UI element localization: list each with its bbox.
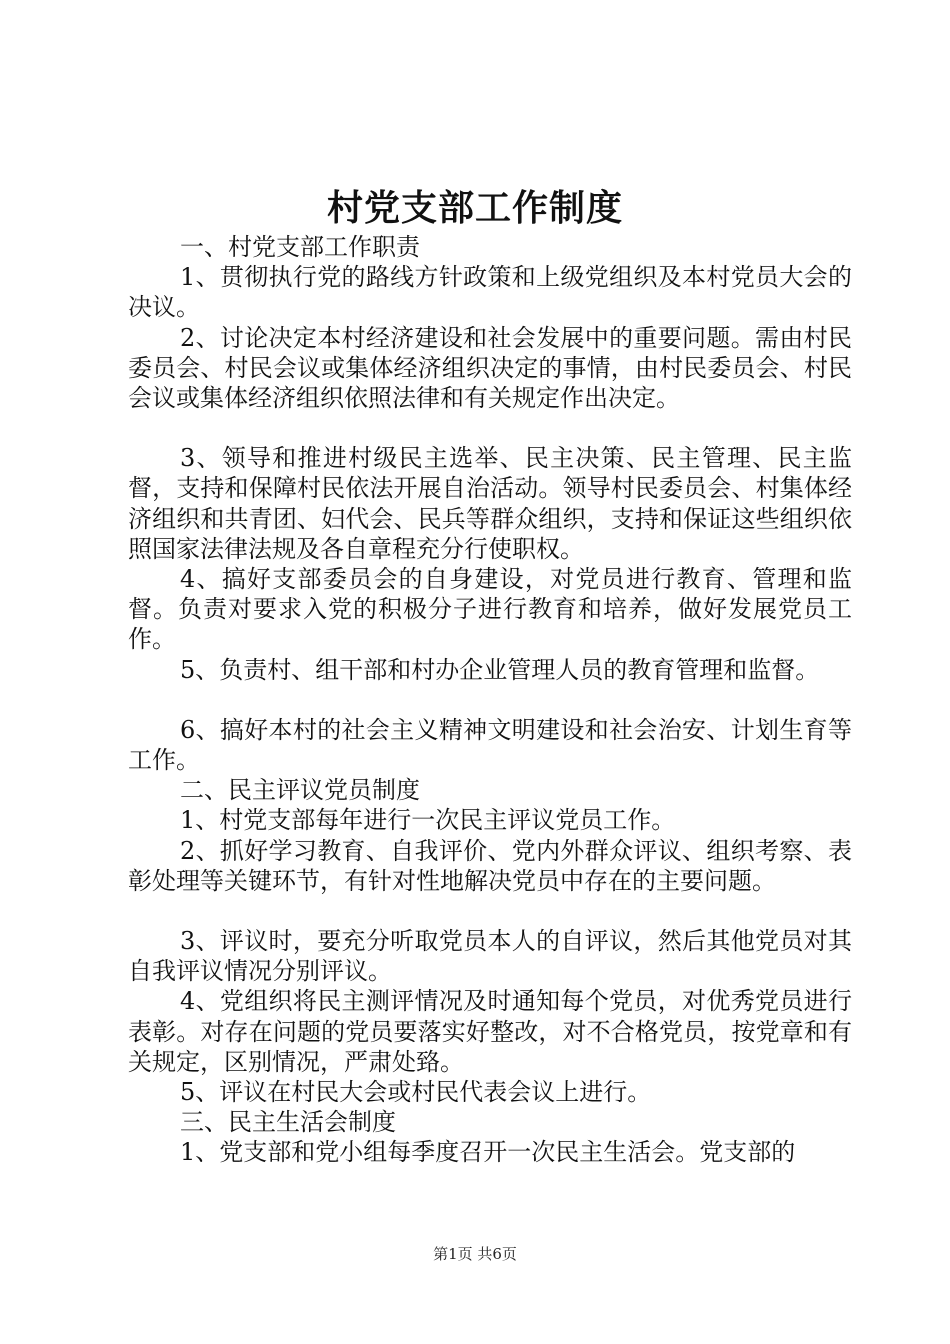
- paragraph-duty-6: 6、搞好本村的社会主义精神文明建设和社会治安、计划生育等工作。: [128, 715, 852, 775]
- paragraph-duty-4: 4、搞好支部委员会的自身建设，对党员进行教育、管理和监督。负责对要求入党的积极分子进行教育和培养，做好发展党员工作。: [128, 565, 852, 654]
- section-heading-2: 二、民主评议党员制度: [180, 776, 420, 805]
- paragraph-gap: [128, 685, 852, 715]
- paragraph-review-1: 1、村党支部每年进行一次民主评议党员工作。: [180, 806, 676, 835]
- paragraph-review-5: 5、评议在村民大会或村民代表会议上进行。: [180, 1078, 652, 1107]
- paragraph-duty-5: 5、负责村、组干部和村办企业管理人员的教育管理和监督。: [180, 655, 820, 684]
- paragraph-gap: [128, 896, 852, 926]
- document-body: [128, 232, 852, 1168]
- paragraph-duty-2: 2、讨论决定本村经济建设和社会发展中的重要问题。需由村民委员会、村民会议或集体经济组织决定的事情，由村民委员会、村民会议或集体经济组织依照法律和有关规定作出决定。: [128, 323, 852, 413]
- page-number-footer: 第1页 共6页: [433, 1245, 517, 1263]
- paragraph-review-3: 3、评议时，要充分听取党员本人的自评议，然后其他党员对其自我评议情况分别评议。: [128, 927, 852, 986]
- section-heading-3: 三、民主生活会制度: [180, 1108, 396, 1137]
- section-heading-1: 一、村党支部工作职责: [180, 233, 420, 261]
- document-title: 村党支部工作制度: [326, 187, 623, 229]
- paragraph-gap: [128, 413, 852, 443]
- paragraph-review-2: 2、抓好学习教育、自我评价、党内外群众评议、组织考察、表彰处理等关键环节，有针对性地解决党员中存在的主要问题。: [128, 836, 852, 895]
- paragraph-duty-1: 1、贯彻执行党的路线方针政策和上级党组织及本村党员大会的决议。: [128, 263, 852, 322]
- paragraph-meeting-1: 1、党支部和党小组每季度召开一次民主生活会。党支部的: [180, 1138, 796, 1167]
- paragraph-duty-3: 3、领导和推进村级民主选举、民主决策、民主管理、民主监督，支持和保障村民依法开展自治活动。领导村民委员会、村集体经济组织和共青团、妇代会、民兵等群众组织，支持和保证这些组织依照国家法律法规及各自章程充分行使职权。: [128, 444, 852, 563]
- paragraph-review-4: 4、党组织将民主测评情况及时通知每个党员，对优秀党员进行表彰。对存在问题的党员要落实好整改，对不合格党员，按党章和有关规定，区别情况，严肃处臵。: [128, 987, 852, 1076]
